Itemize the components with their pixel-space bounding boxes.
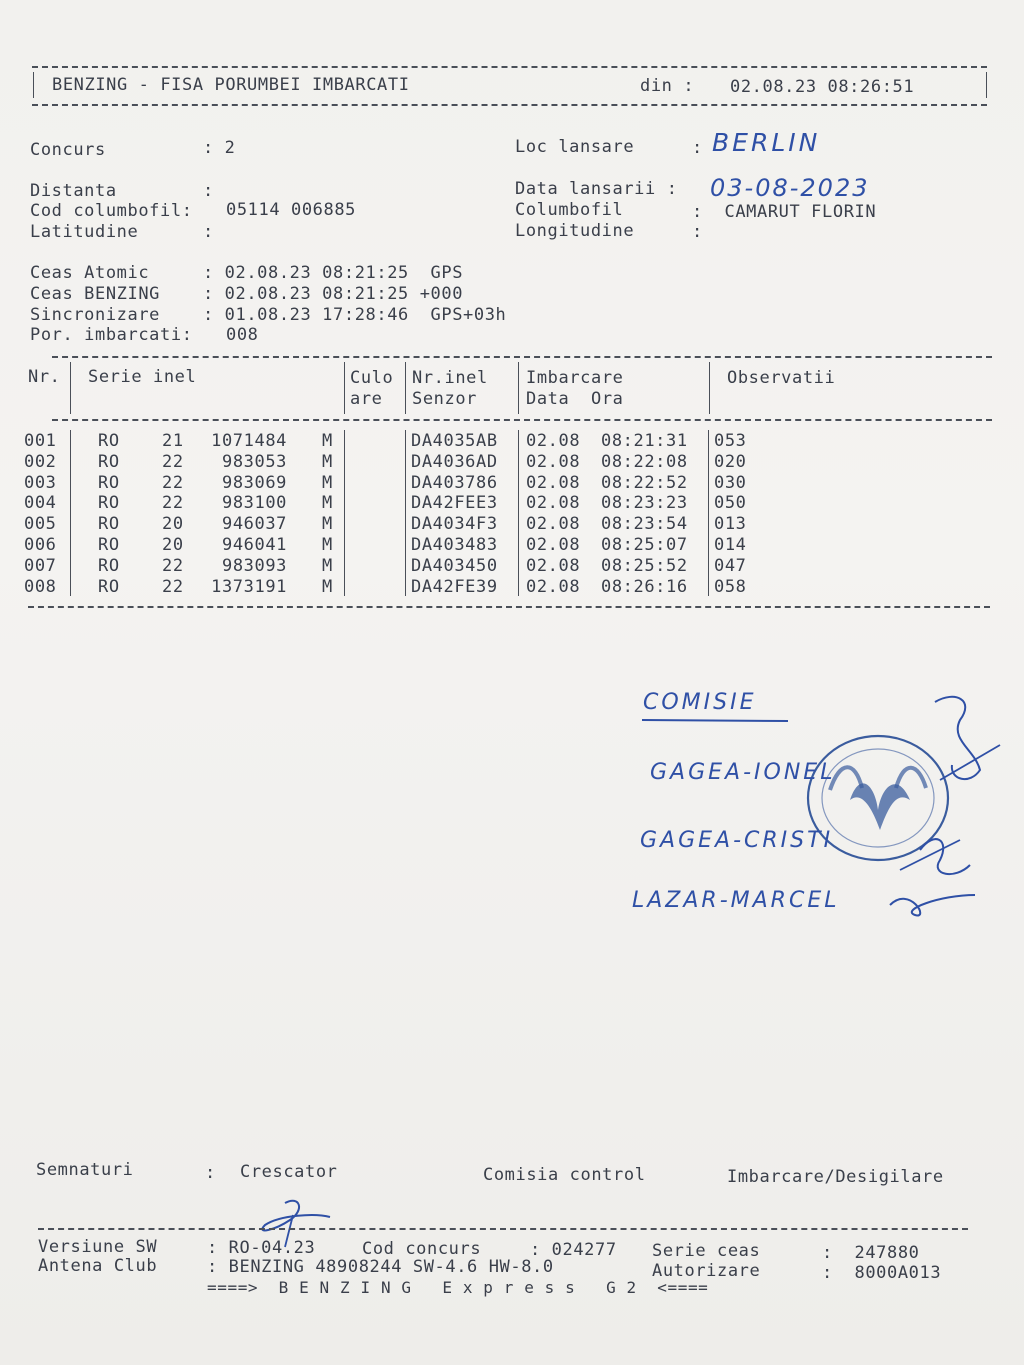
cell-sex: M [322, 555, 333, 576]
cell-ora: 08:21:31 [601, 431, 688, 451]
cell-data: 02.08 [526, 576, 581, 597]
body-divider-2 [344, 430, 345, 596]
cell-year: 22 [162, 451, 184, 472]
cell-country: RO [98, 472, 120, 493]
cell-year: 20 [162, 514, 184, 535]
versiune-sw-label: Versiune SW [38, 1237, 158, 1257]
col-divider-3 [405, 362, 406, 414]
ceas-benzing-label: Ceas BENZING [30, 284, 161, 304]
cell-serie: 1373191 [211, 576, 287, 597]
col-divider-5 [709, 362, 710, 414]
cell-serie: 946041 [221, 535, 287, 555]
cell-serie: 983100 [221, 493, 287, 514]
col-header-nrinel-1: Nr.inel [412, 368, 488, 388]
commission-member-1: GAGEA-IONEL [650, 760, 836, 785]
columbofil-value: : CAMARUT FLORIN [692, 202, 877, 222]
cell-data: 02.08 [526, 451, 581, 472]
cell-data: 02.08 [526, 555, 581, 576]
cod-concurs-value: : 024277 [530, 1240, 617, 1260]
latitudine-label: Latitudine [30, 222, 139, 242]
cell-ora: 08:22:08 [601, 451, 688, 472]
col-header-imbarcare-2: Data Ora [526, 389, 624, 409]
versiune-sw-value: : RO-04.23 [207, 1238, 316, 1258]
cell-country: RO [98, 535, 120, 555]
signature-scribbles [880, 690, 1010, 930]
autorizare-label: Autorizare [652, 1261, 761, 1281]
cell-senzor: DA4035AB [411, 431, 498, 451]
comisia-control-label: Comisia control [483, 1165, 646, 1185]
antena-club-label: Antena Club [38, 1256, 158, 1276]
cell-ora: 08:23:23 [601, 493, 688, 514]
serie-ceas-label: Serie ceas [652, 1241, 761, 1261]
ceas-atomic-label: Ceas Atomic [30, 263, 150, 283]
footer-rule [38, 1228, 968, 1230]
porumbei-imbarcati-value: 008 [226, 325, 259, 345]
ceas-benzing-value: : 02.08.23 08:21:25 +000 [203, 284, 464, 304]
ceas-atomic-value: : 02.08.23 08:21:25 GPS [203, 263, 464, 283]
cell-country: RO [98, 576, 120, 597]
cell-serie: 1071484 [211, 431, 287, 451]
body-divider-3 [405, 430, 406, 596]
col-header-nrinel-2: Senzor [412, 389, 478, 409]
longitudine-sep: : [692, 222, 703, 242]
col-header-serie: Serie inel [88, 367, 197, 387]
loc-lansare-handwritten: BERLIN [712, 128, 821, 157]
cell-serie: 983053 [221, 451, 287, 472]
benzing-express-banner: ====> B E N Z I N G E x p r e s s G 2 <==== [207, 1278, 709, 1297]
table-header-rule [52, 419, 992, 421]
cell-sex: M [322, 493, 333, 514]
cell-sex: M [322, 535, 333, 555]
cell-year: 22 [162, 493, 184, 514]
cell-country: RO [98, 431, 120, 451]
concurs-value: : 2 [203, 138, 236, 158]
cell-year: 22 [162, 472, 184, 493]
print-timestamp: 02.08.23 08:26:51 [730, 77, 915, 97]
cell-ora: 08:25:52 [601, 555, 688, 576]
cell-sex: M [322, 472, 333, 493]
concurs-label: Concurs [30, 140, 106, 160]
body-divider-1 [70, 430, 71, 596]
latitudine-sep: : [203, 222, 214, 242]
header-top-rule [32, 66, 987, 68]
crescator-label: Crescator [240, 1162, 338, 1182]
cod-concurs-label: Cod concurs [362, 1239, 482, 1259]
cell-nr: 006 [24, 535, 57, 555]
cell-data: 02.08 [526, 472, 581, 493]
cell-year: 21 [162, 431, 184, 451]
cell-data: 02.08 [526, 493, 581, 514]
cell-country: RO [98, 514, 120, 535]
cell-data: 02.08 [526, 431, 581, 451]
cell-sex: M [322, 576, 333, 597]
cell-ora: 08:22:52 [601, 472, 688, 493]
cell-senzor: DA403450 [411, 555, 498, 576]
cell-observatii: 058 [714, 576, 747, 597]
cell-ora: 08:26:16 [601, 576, 688, 597]
porumbei-imbarcati-label: Por. imbarcati: [30, 325, 193, 345]
cell-observatii: 053 [714, 431, 747, 451]
cell-senzor: DA403483 [411, 535, 498, 555]
cell-nr: 001 [24, 431, 57, 451]
cell-observatii: 030 [714, 472, 747, 493]
cell-nr: 005 [24, 514, 57, 535]
cell-country: RO [98, 451, 120, 472]
cell-serie: 946037 [221, 514, 287, 535]
header-right-border [986, 72, 987, 98]
distanta-label: Distanta [30, 181, 117, 201]
col-header-observatii: Observatii [727, 368, 836, 388]
data-lansarii-label: Data lansarii : [515, 179, 678, 199]
longitudine-label: Longitudine [515, 221, 635, 241]
cell-senzor: DA42FE39 [411, 576, 498, 597]
autorizare-value: : 8000A013 [822, 1263, 942, 1283]
cell-senzor: DA4034F3 [411, 514, 498, 535]
cell-country: RO [98, 493, 120, 514]
cell-observatii: 013 [714, 514, 747, 535]
cell-nr: 003 [24, 472, 57, 493]
data-lansarii-handwritten: 03-08-2023 [710, 174, 870, 202]
semnaturi-sep: : [205, 1163, 216, 1183]
sincronizare-value: : 01.08.23 17:28:46 GPS+03h [203, 305, 507, 325]
cell-data: 02.08 [526, 514, 581, 535]
document-title: BENZING - FISA PORUMBEI IMBARCATI [52, 75, 410, 95]
commission-member-2: GAGEA-CRISTI [640, 828, 834, 853]
cell-sex: M [322, 431, 333, 451]
cell-senzor: DA403786 [411, 472, 498, 493]
cell-senzor: DA4036AD [411, 451, 498, 472]
loc-lansare-label: Loc lansare [515, 137, 635, 157]
din-label: din : [640, 76, 695, 96]
cell-nr: 008 [24, 576, 57, 597]
cell-year: 22 [162, 555, 184, 576]
cell-sex: M [322, 451, 333, 472]
cod-columbofil-value: 05114 006885 [226, 200, 357, 220]
col-divider-2 [344, 362, 345, 414]
cell-year: 20 [162, 535, 184, 555]
col-divider-4 [518, 362, 519, 414]
cell-nr: 007 [24, 555, 57, 576]
cell-ora: 08:25:07 [601, 535, 688, 555]
cell-serie: 983093 [221, 555, 287, 576]
imbarcare-desigilare-label: Imbarcare/Desigilare [727, 1167, 944, 1187]
columbofil-label: Columbofil [515, 200, 624, 220]
cell-observatii: 020 [714, 451, 747, 472]
loc-lansare-sep: : [692, 138, 703, 158]
header-bottom-rule [32, 104, 987, 106]
cell-year: 22 [162, 576, 184, 597]
col-header-culoare-2: are [350, 389, 383, 409]
header-left-border [33, 72, 34, 98]
antena-club-value: : BENZING 48908244 SW-4.6 HW-8.0 [207, 1257, 554, 1277]
cell-ora: 08:23:54 [601, 514, 688, 535]
semnaturi-label: Semnaturi [36, 1160, 134, 1180]
distanta-sep: : [203, 181, 214, 201]
cell-nr: 002 [24, 451, 57, 472]
col-header-culoare-1: Culo [350, 368, 394, 388]
body-divider-5 [708, 430, 709, 596]
table-bottom-rule [28, 606, 990, 608]
body-divider-4 [518, 430, 519, 596]
cell-observatii: 014 [714, 535, 747, 555]
cell-data: 02.08 [526, 535, 581, 555]
cod-columbofil-label: Cod columbofil: [30, 201, 193, 221]
cell-observatii: 047 [714, 555, 747, 576]
cell-observatii: 050 [714, 493, 747, 514]
commission-member-3: LAZAR-MARCEL [632, 888, 840, 913]
col-divider-1 [70, 362, 71, 414]
table-top-rule [52, 356, 992, 358]
col-header-imbarcare-1: Imbarcare [526, 368, 624, 388]
cell-nr: 004 [24, 493, 57, 514]
col-header-nr: Nr. [28, 367, 61, 387]
cell-senzor: DA42FEE3 [411, 493, 498, 514]
cell-sex: M [322, 514, 333, 535]
serie-ceas-value: : 247880 [822, 1243, 920, 1263]
cell-serie: 983069 [221, 472, 287, 493]
comisie-handwritten: COMISIE [643, 690, 757, 715]
sincronizare-label: Sincronizare [30, 305, 161, 325]
comisie-underline [640, 716, 790, 724]
cell-country: RO [98, 555, 120, 576]
